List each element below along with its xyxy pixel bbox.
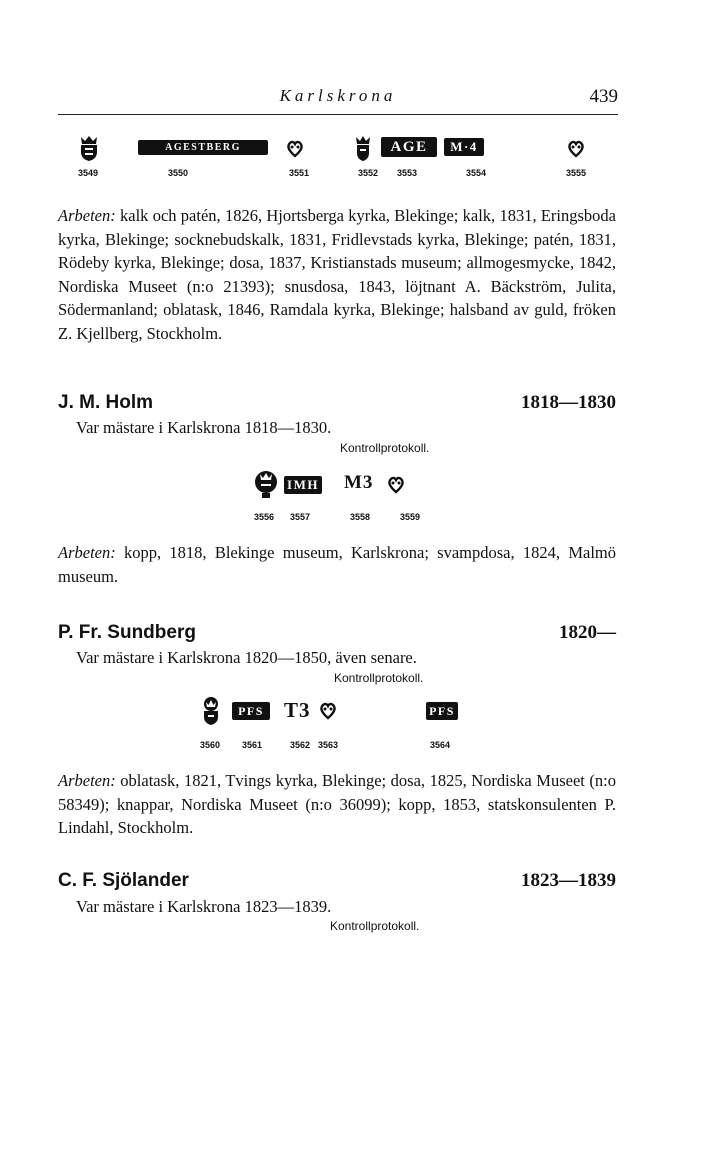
running-head — [58, 86, 618, 114]
heart-crown-icon — [318, 700, 338, 722]
works-text: kopp, 1818, Blekinge museum, Karlskrona; svampdosa, 1824, Malmö museum. — [58, 543, 616, 586]
heart-crown-icon — [386, 474, 406, 496]
hallmark-number: 3551 — [289, 168, 310, 178]
hallmark-3556 — [254, 468, 278, 522]
hallmark-number: 3558 — [350, 512, 371, 522]
maker-years: 1818—1830 — [521, 392, 616, 413]
works-text: oblatask, 1821, Tvings kyrka, Blekinge; dosa, 1825, Nordiska Museet (n:o 58349); knappar, Nordiska Museet (n:o 36099); kopp, 1853, statskonsulenten P. Lindahl, Stockholm. — [58, 771, 616, 837]
works-label: Arbeten: — [58, 543, 116, 562]
hallmark-stamp-icon: M3 — [344, 472, 374, 493]
crown-shield-icon — [354, 134, 372, 162]
hallmark-number: 3557 — [290, 512, 311, 522]
hallmark-row-holm — [0, 468, 712, 528]
maker-heading-sundberg — [58, 622, 616, 648]
maker-heading-sjolander — [58, 870, 616, 896]
heart-crown-icon — [566, 138, 586, 160]
hallmark-row-sundberg — [0, 696, 712, 756]
hallmark-stamp-icon: IMH — [284, 476, 322, 494]
hallmark-number: 3561 — [242, 740, 263, 750]
hallmark-number: 3564 — [430, 740, 451, 750]
hallmark-number: 3556 — [254, 512, 275, 522]
works-label: Arbeten: — [58, 771, 116, 790]
hallmark-number: 3549 — [78, 168, 99, 178]
hallmark-stamp-icon: PFS — [426, 702, 458, 720]
protocol-note-sjolander: Kontrollprotokoll. — [330, 919, 420, 933]
maker-years: 1820— — [559, 622, 616, 643]
hallmark-stamp-icon: AGESTBERG — [138, 140, 268, 155]
page-number: 439 — [589, 86, 618, 107]
works-label: Arbeten: — [58, 206, 116, 225]
protocol-note-sundberg: Kontrollprotokoll. — [334, 671, 424, 685]
crown-shield-icon — [200, 696, 222, 726]
hallmark-number: 3563 — [318, 740, 339, 750]
hallmark-number: 3552 — [358, 168, 379, 178]
hallmark-3552 — [354, 134, 379, 178]
header-rule — [58, 114, 618, 115]
works-paragraph-agestberg — [58, 204, 616, 345]
heart-crown-icon — [285, 138, 305, 160]
hallmark-number: 3562 — [290, 740, 311, 750]
maker-years: 1823—1839 — [521, 870, 616, 891]
hallmark-number: 3559 — [400, 512, 421, 522]
maker-heading-holm — [58, 392, 616, 418]
hallmark-3549 — [78, 134, 100, 178]
crown-shield-icon — [78, 134, 100, 162]
master-line-sundberg: Var mästare i Karlskrona 1820—1850, även senare. — [76, 648, 417, 667]
hallmark-number: 3550 — [168, 168, 189, 178]
maker-name: P. Fr. Sundberg — [58, 622, 196, 643]
master-line-holm: Var mästare i Karlskrona 1818—1830. — [76, 418, 332, 437]
hallmark-number: 3553 — [397, 168, 418, 178]
hallmark-number: 3555 — [566, 168, 587, 178]
works-text: kalk och patén, 1826, Hjortsberga kyrka, Blekinge; kalk, 1831, Eringsboda kyrka, Blekinge; socknebudskalk, 1831, Fridlevstads kyrka, Blekinge; patén, 1831, Rödeby kyrka, Blekinge; dosa, 1837, Kristianstads museum; allmogesmycke, 1842, Nordiska Museet (n:o 21393); snusdosa, 1843, löjtnant A. Bäckström, Julita, Södermanland; oblatask, 1846, Ramdala kyrka, Blekinge; halsband av guld, fröken Z. Kjellberg, Stockholm. — [58, 206, 616, 343]
hallmark-3560 — [200, 696, 222, 750]
works-paragraph-sundberg — [58, 769, 616, 840]
master-line-sjolander: Var mästare i Karlskrona 1823—1839. — [76, 897, 332, 916]
hallmark-number: 3554 — [466, 168, 487, 178]
maker-name: J. M. Holm — [58, 392, 154, 413]
works-paragraph-holm — [58, 541, 616, 588]
hallmark-stamp-icon: PFS — [232, 702, 270, 720]
maker-name: C. F. Sjölander — [58, 870, 189, 891]
hallmark-row-top — [0, 134, 712, 194]
hallmark-number: 3560 — [200, 740, 221, 750]
hallmark-stamp-icon: AGE — [381, 137, 437, 157]
crown-shield-icon — [254, 468, 278, 500]
hallmark-stamp-icon: M·4 — [444, 138, 484, 156]
protocol-note-holm: Kontrollprotokoll. — [340, 441, 430, 455]
running-title: Karlskrona — [279, 86, 397, 105]
hallmark-stamp-icon: T3 — [284, 698, 311, 722]
